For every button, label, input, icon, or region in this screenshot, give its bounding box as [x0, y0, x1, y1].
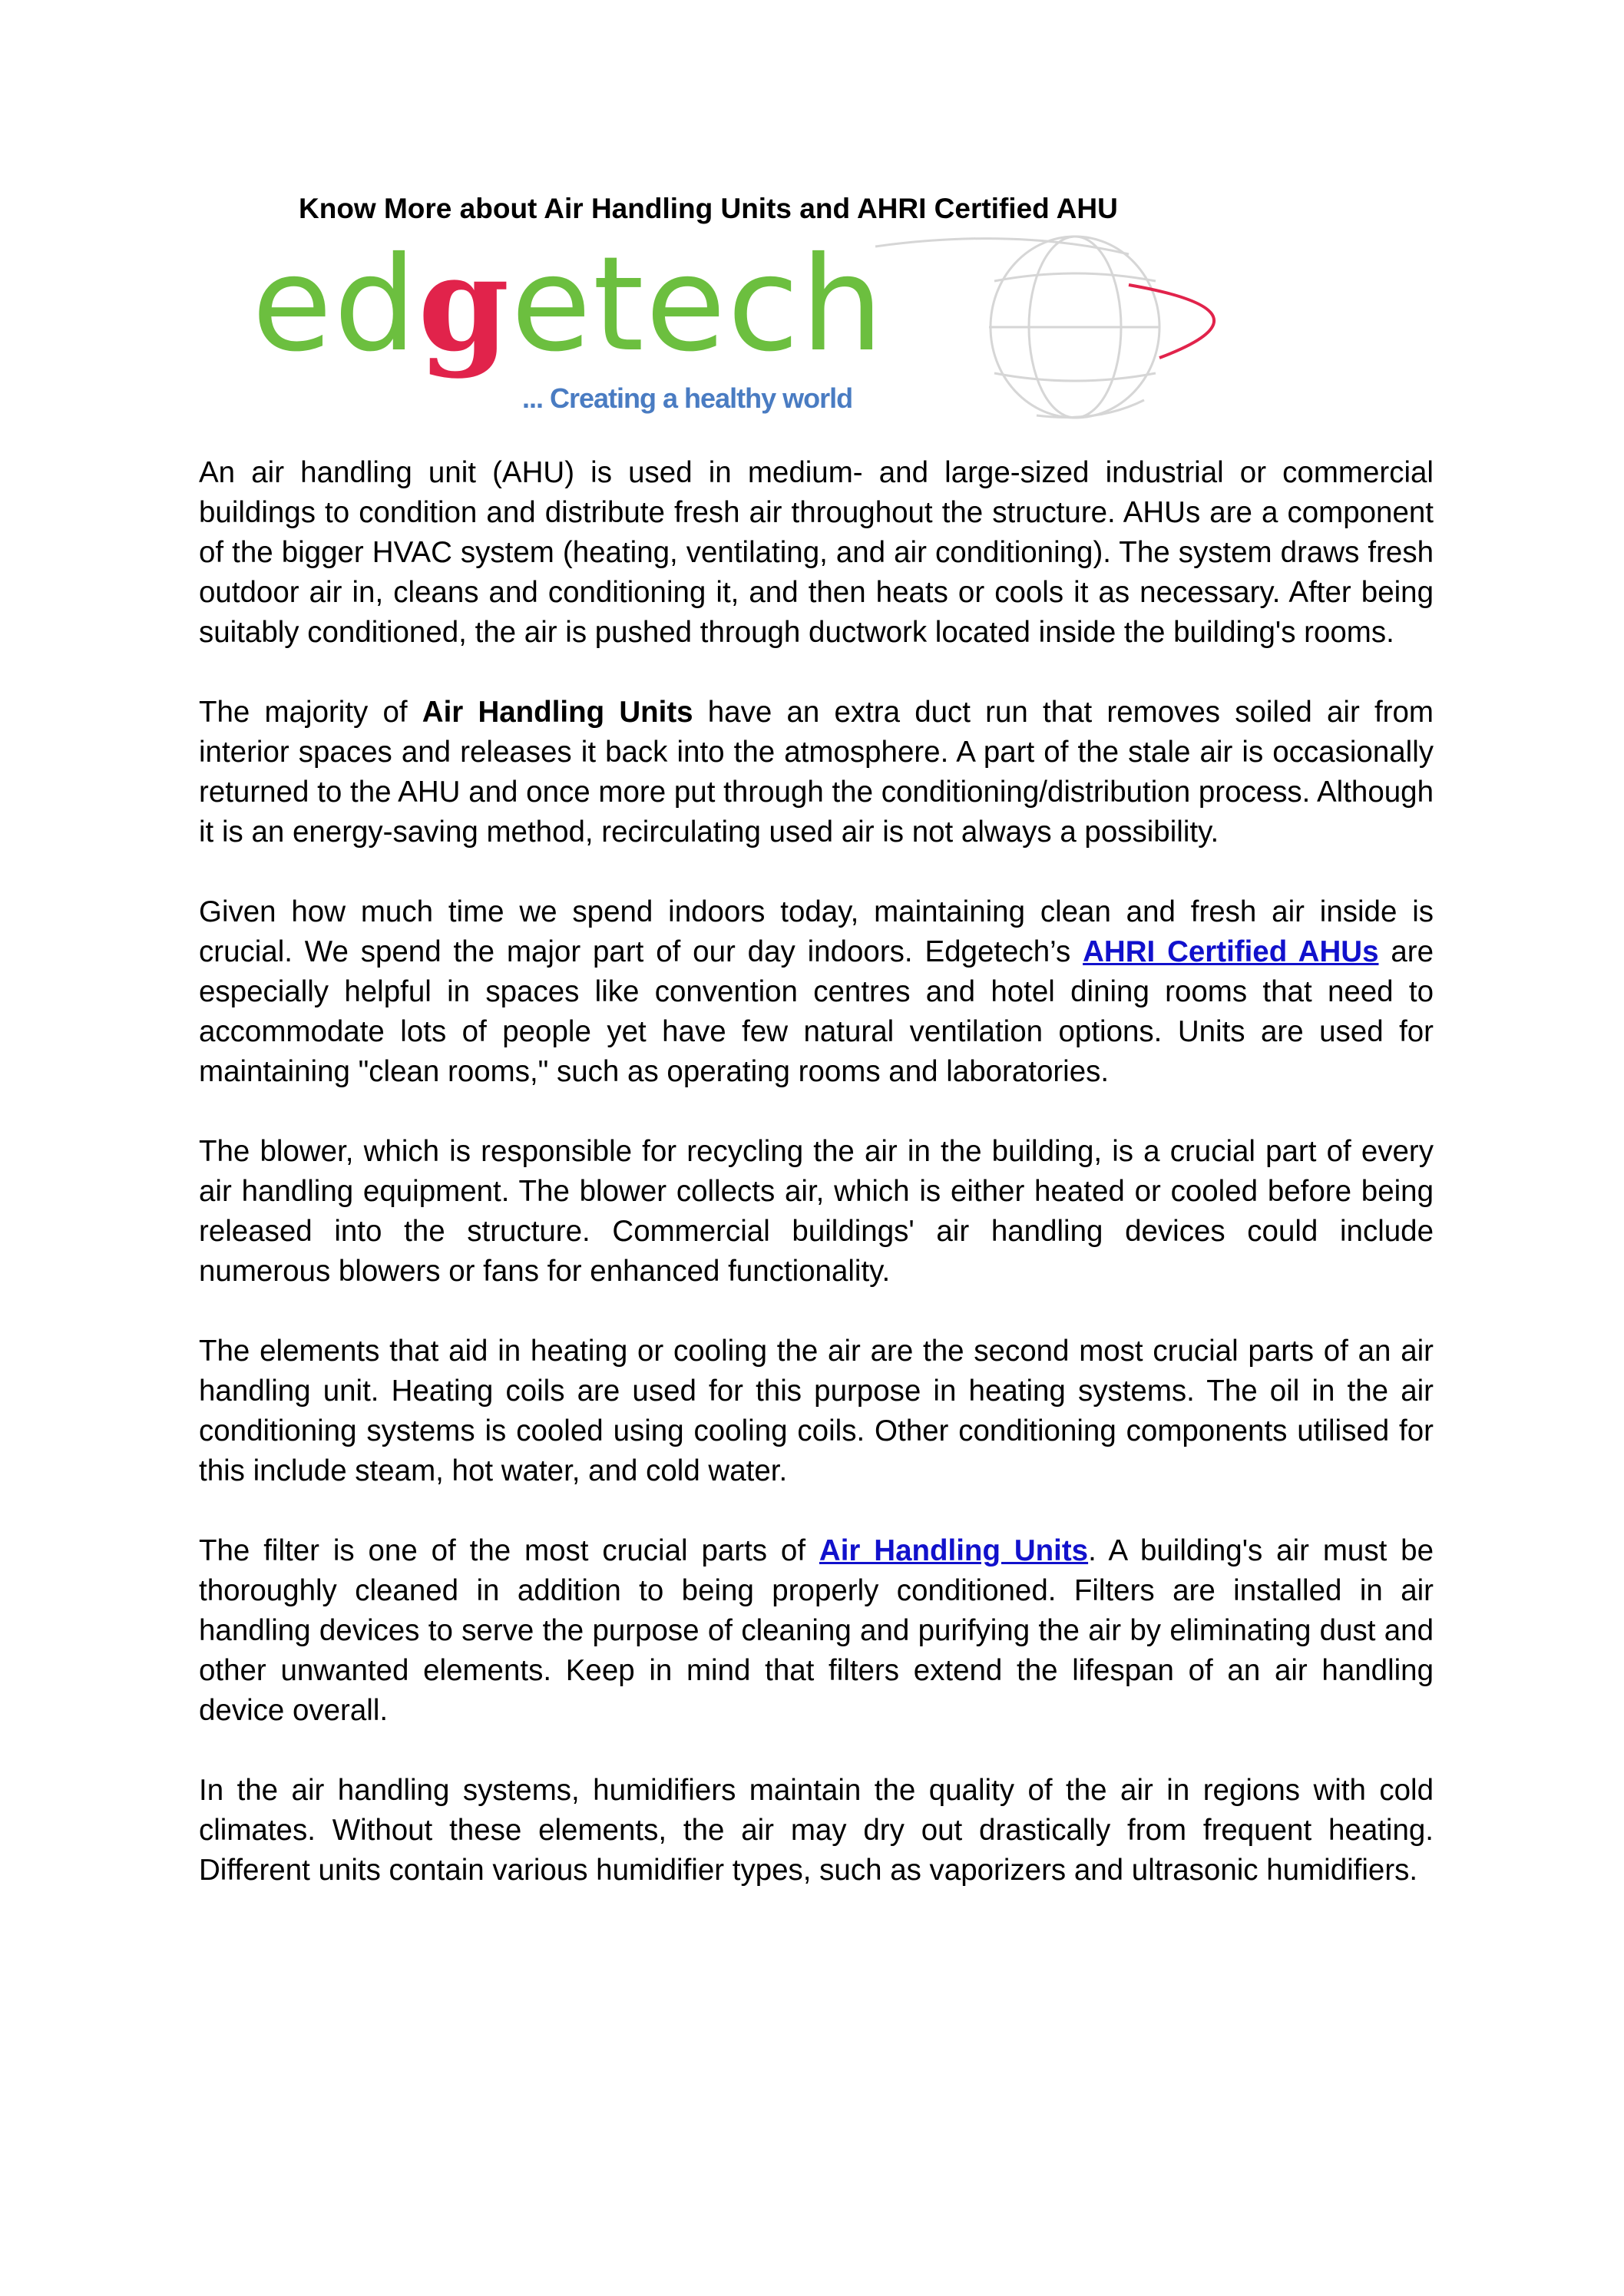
- logo-wordmark: [252, 227, 885, 381]
- text: The filter is one of the most crucial parts of: [199, 1534, 819, 1567]
- paragraph: In the air handling systems, humidifiers maintain the quality of the air in regions with cold climates. Without these elements, the air may dry out drastically from frequent heating. Different units contain various humidifier types, such as vaporizers and ultrasonic humidifiers.: [199, 1774, 1434, 1887]
- text: Given how much time we spend indoors today, maintaining clean and fresh air inside is crucial. We spend the major part of our day indoors. Edgetech’s: [199, 895, 1434, 968]
- paragraph: [199, 1531, 1434, 1731]
- ahri-certified-ahus-link[interactable]: AHRI Certified AHUs: [1083, 935, 1379, 968]
- air-handling-units-link[interactable]: Air Handling Units: [819, 1534, 1089, 1567]
- document-title: Know More about Air Handling Units and AHRI Certified AHU: [299, 193, 1118, 224]
- bold-term: Air Handling Units: [422, 696, 693, 729]
- text: have an extra duct run that removes soiled air from interior spaces and releases it back into the atmosphere. A part of the stale air is occasionally returned to the AHU and once more put through the conditioning/distribution process. Although it is an energy-saving method, recirculating used air is not always a possibility.: [199, 696, 1434, 849]
- text: The majority of: [199, 696, 422, 729]
- paragraph: [199, 892, 1434, 1092]
- document-body: [199, 453, 1434, 1930]
- text: . A building's air must be thoroughly cleaned in addition to being properly conditioned. Filters are installed in air handling devices to serve the purpose of cleaning and purifying the air by eliminating dust and other unwanted elements. Keep in mind that filters extend the lifespan of an air handling device overall.: [199, 1534, 1434, 1727]
- logo-tagline: ... Creating a healthy world: [522, 382, 853, 414]
- logo-text: ed: [252, 229, 418, 381]
- paragraph: An air handling unit (AHU) is used in medium- and large-sized industrial or commercial buildings to condition and distribute fresh air throughout the structure. AHUs are a component of the bigger HVAC system (heating, ventilating, and air conditioning). The system draws fresh outdoor air in, cleans and conditioning it, and then heats or cools it as necessary. After being suitably conditioned, the air is pushed through ductwork located inside the building's rooms.: [199, 456, 1434, 649]
- text: are especially helpful in spaces like convention centres and hotel dining rooms that need to accommodate lots of people yet have few natural ventilation options. Units are used for maintaining "clean rooms," such as operating rooms and laboratories.: [199, 935, 1434, 1088]
- paragraph: The blower, which is responsible for recycling the air in the building, is a crucial part of every air handling equipment. The blower collects air, which is either heated or cooled before being released into the structure. Commercial buildings' air handling devices could include numerous blowers or fans for enhanced functionality.: [199, 1135, 1434, 1288]
- logo-text-g: g: [418, 227, 511, 381]
- paragraph: [199, 693, 1434, 852]
- paragraph: The elements that aid in heating or cooling the air are the second most crucial parts of an air handling unit. Heating coils are used for this purpose in heating systems. The oil in the air conditioning systems is cooled using cooling coils. Other conditioning components utilised for this include steam, hot water, and cold water.: [199, 1335, 1434, 1487]
- logo-text: etech: [511, 229, 885, 381]
- edgetech-logo: [246, 227, 1275, 423]
